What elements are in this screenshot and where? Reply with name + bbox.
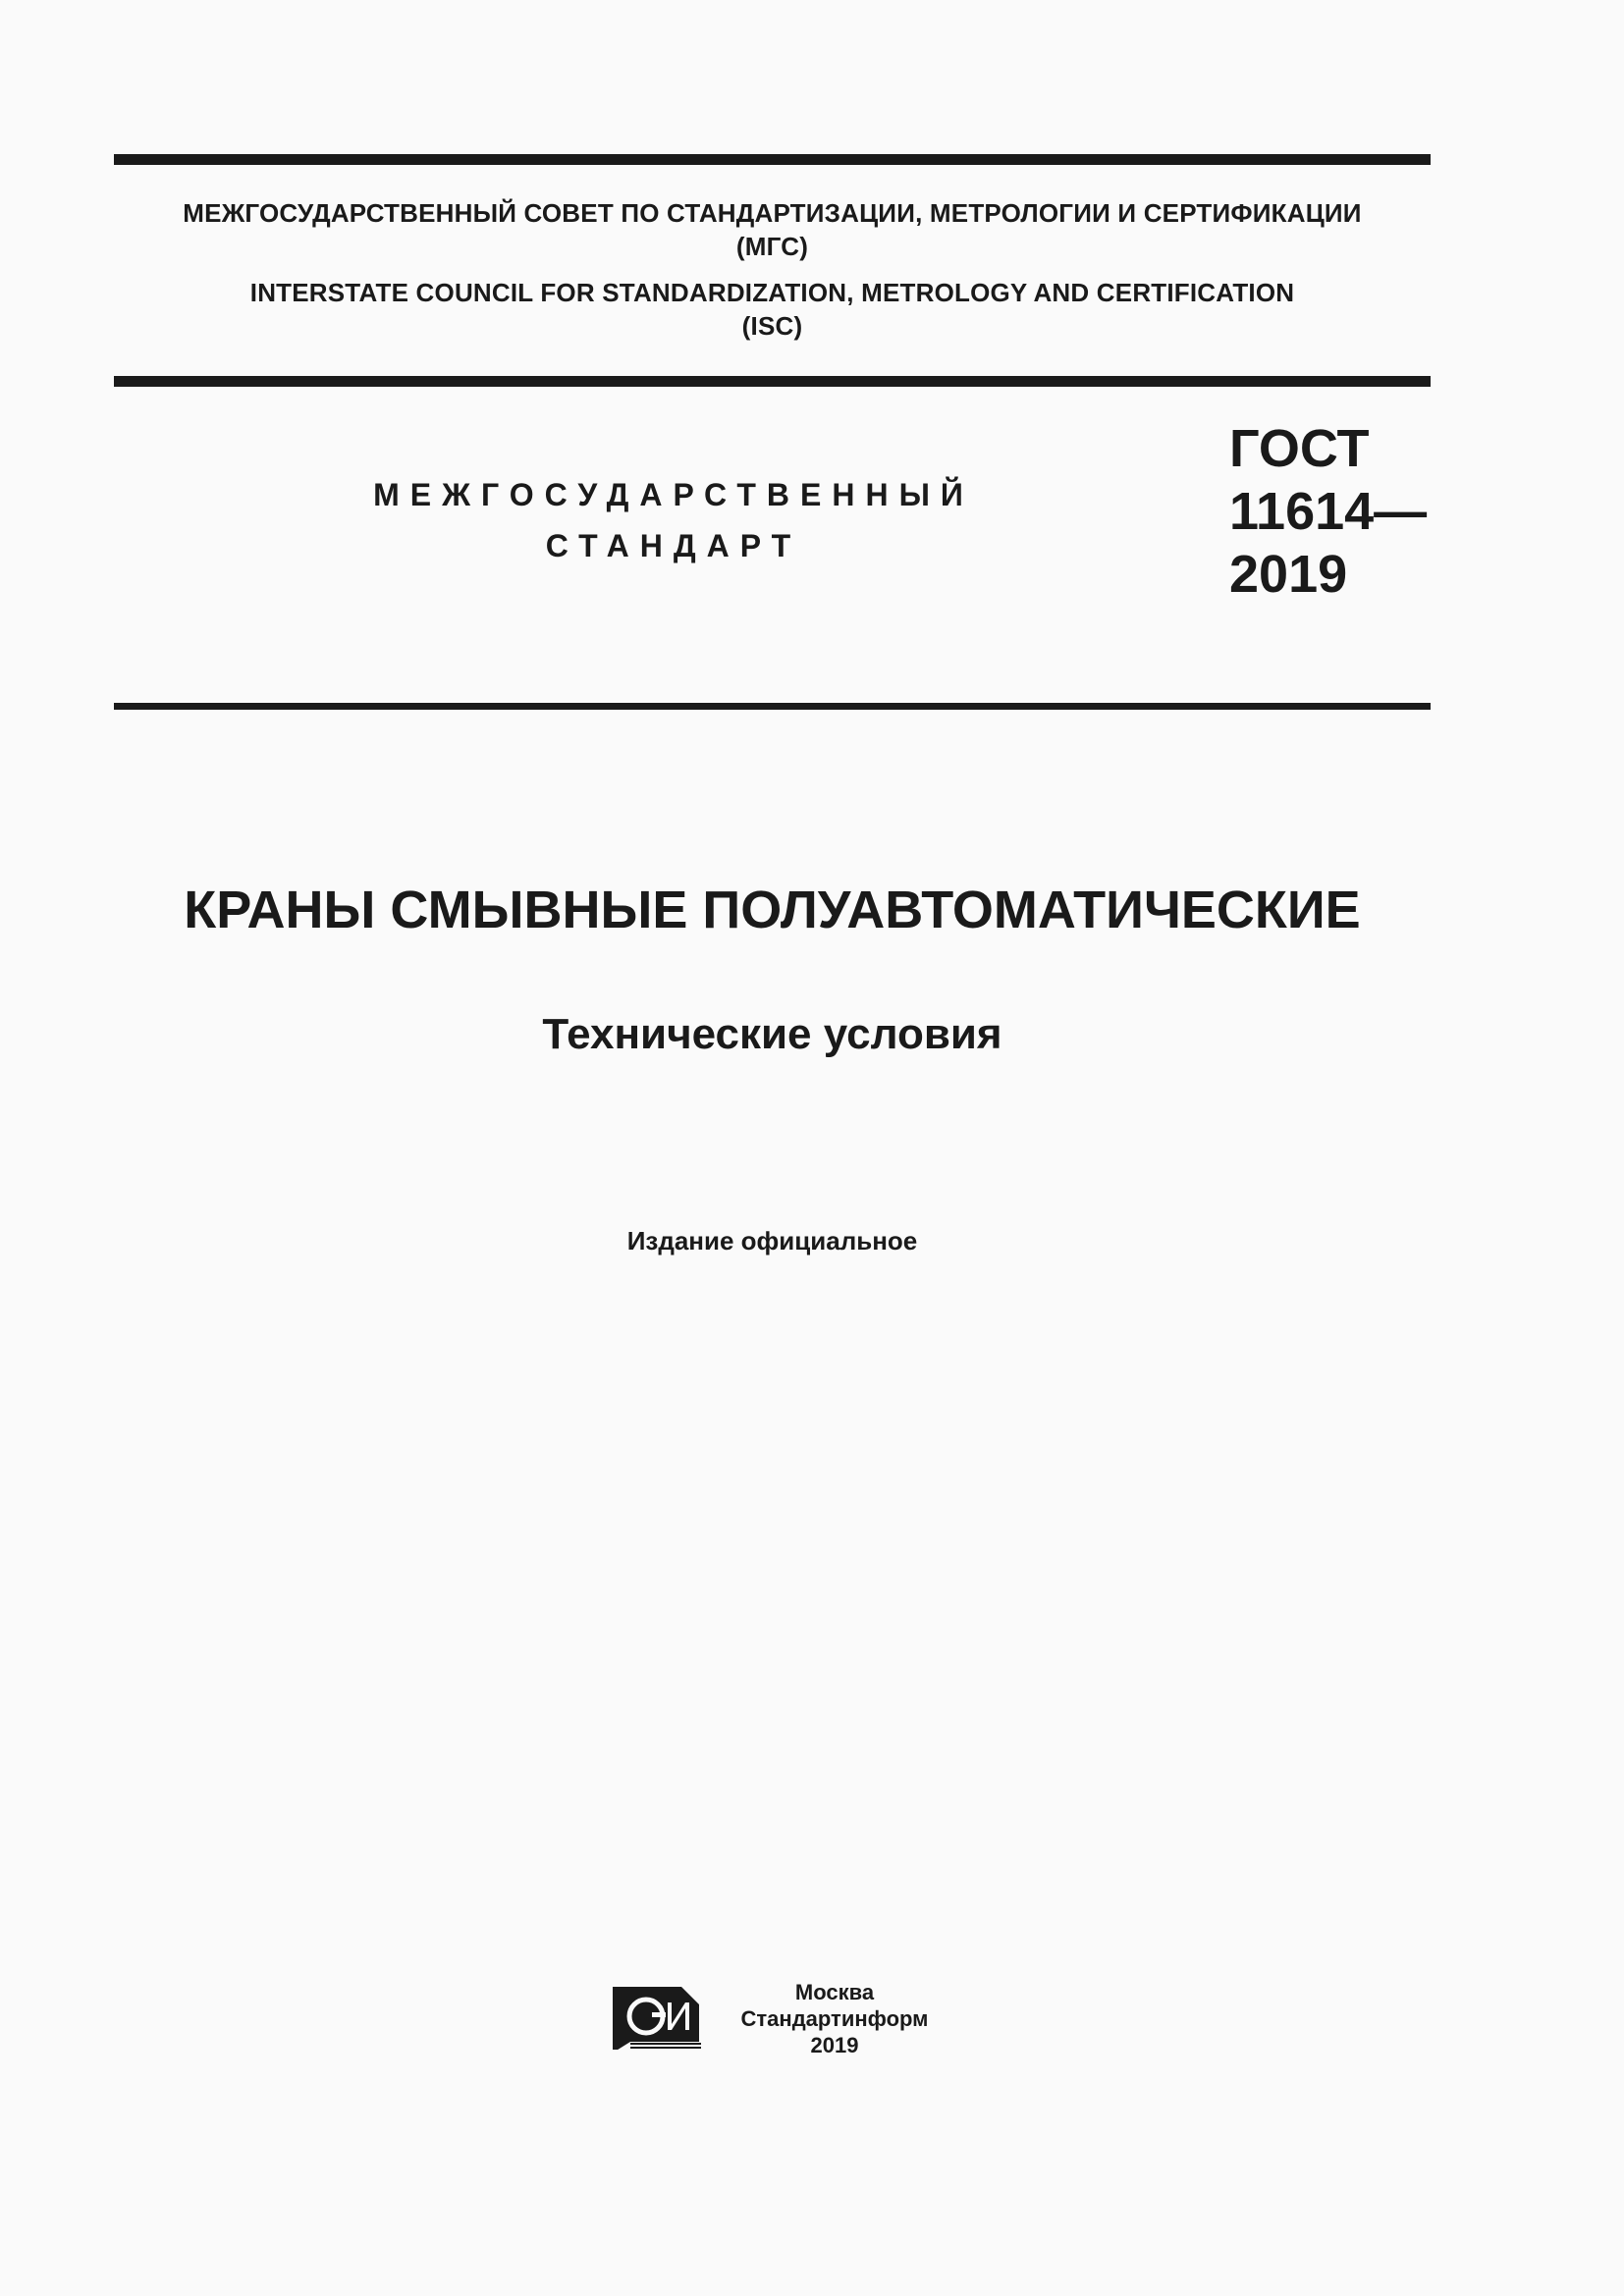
imprint-city: Москва <box>794 1980 875 2004</box>
gost-year: 2019 <box>1229 545 1348 604</box>
council-name-en <box>114 276 1431 343</box>
council-abbr-en: (ISC) <box>741 311 803 341</box>
header-bottom-rule <box>114 376 1431 387</box>
standard-type-line2: СТАНДАРТ <box>545 528 802 563</box>
standard-type-line1: МЕЖГОСУДАРСТВЕННЫЙ <box>373 477 974 512</box>
imprint-year: 2019 <box>810 2033 859 2057</box>
standard-type <box>350 469 998 571</box>
imprint <box>717 1979 952 2058</box>
designation-bottom-rule <box>114 703 1431 710</box>
council-name-en-line1: INTERSTATE COUNCIL FOR STANDARDIZATION, METROLOGY AND CERTIFICATION <box>249 278 1295 307</box>
gost-prefix: ГОСТ <box>1229 419 1370 478</box>
gost-number: 11614— <box>1229 482 1428 541</box>
gost-designation <box>1229 417 1427 606</box>
edition-note: Издание официальное <box>626 1226 918 1255</box>
document-subtitle: Технические условия <box>542 1010 1002 1058</box>
document-title: КРАНЫ СМЫВНЫЕ ПОЛУАВТОМАТИЧЕСКИЕ <box>184 881 1361 939</box>
council-name-ru-line1: МЕЖГОСУДАРСТВЕННЫЙ СОВЕТ ПО СТАНДАРТИЗАЦИИ, МЕТРОЛОГИИ И СЕРТИФИКАЦИИ <box>183 198 1362 228</box>
standartinform-logo-icon <box>611 1983 705 2054</box>
top-rule <box>114 154 1431 165</box>
council-name-ru <box>114 196 1431 263</box>
imprint-publisher: Стандартинформ <box>740 2006 929 2031</box>
council-abbr-ru: (МГС) <box>735 232 809 261</box>
